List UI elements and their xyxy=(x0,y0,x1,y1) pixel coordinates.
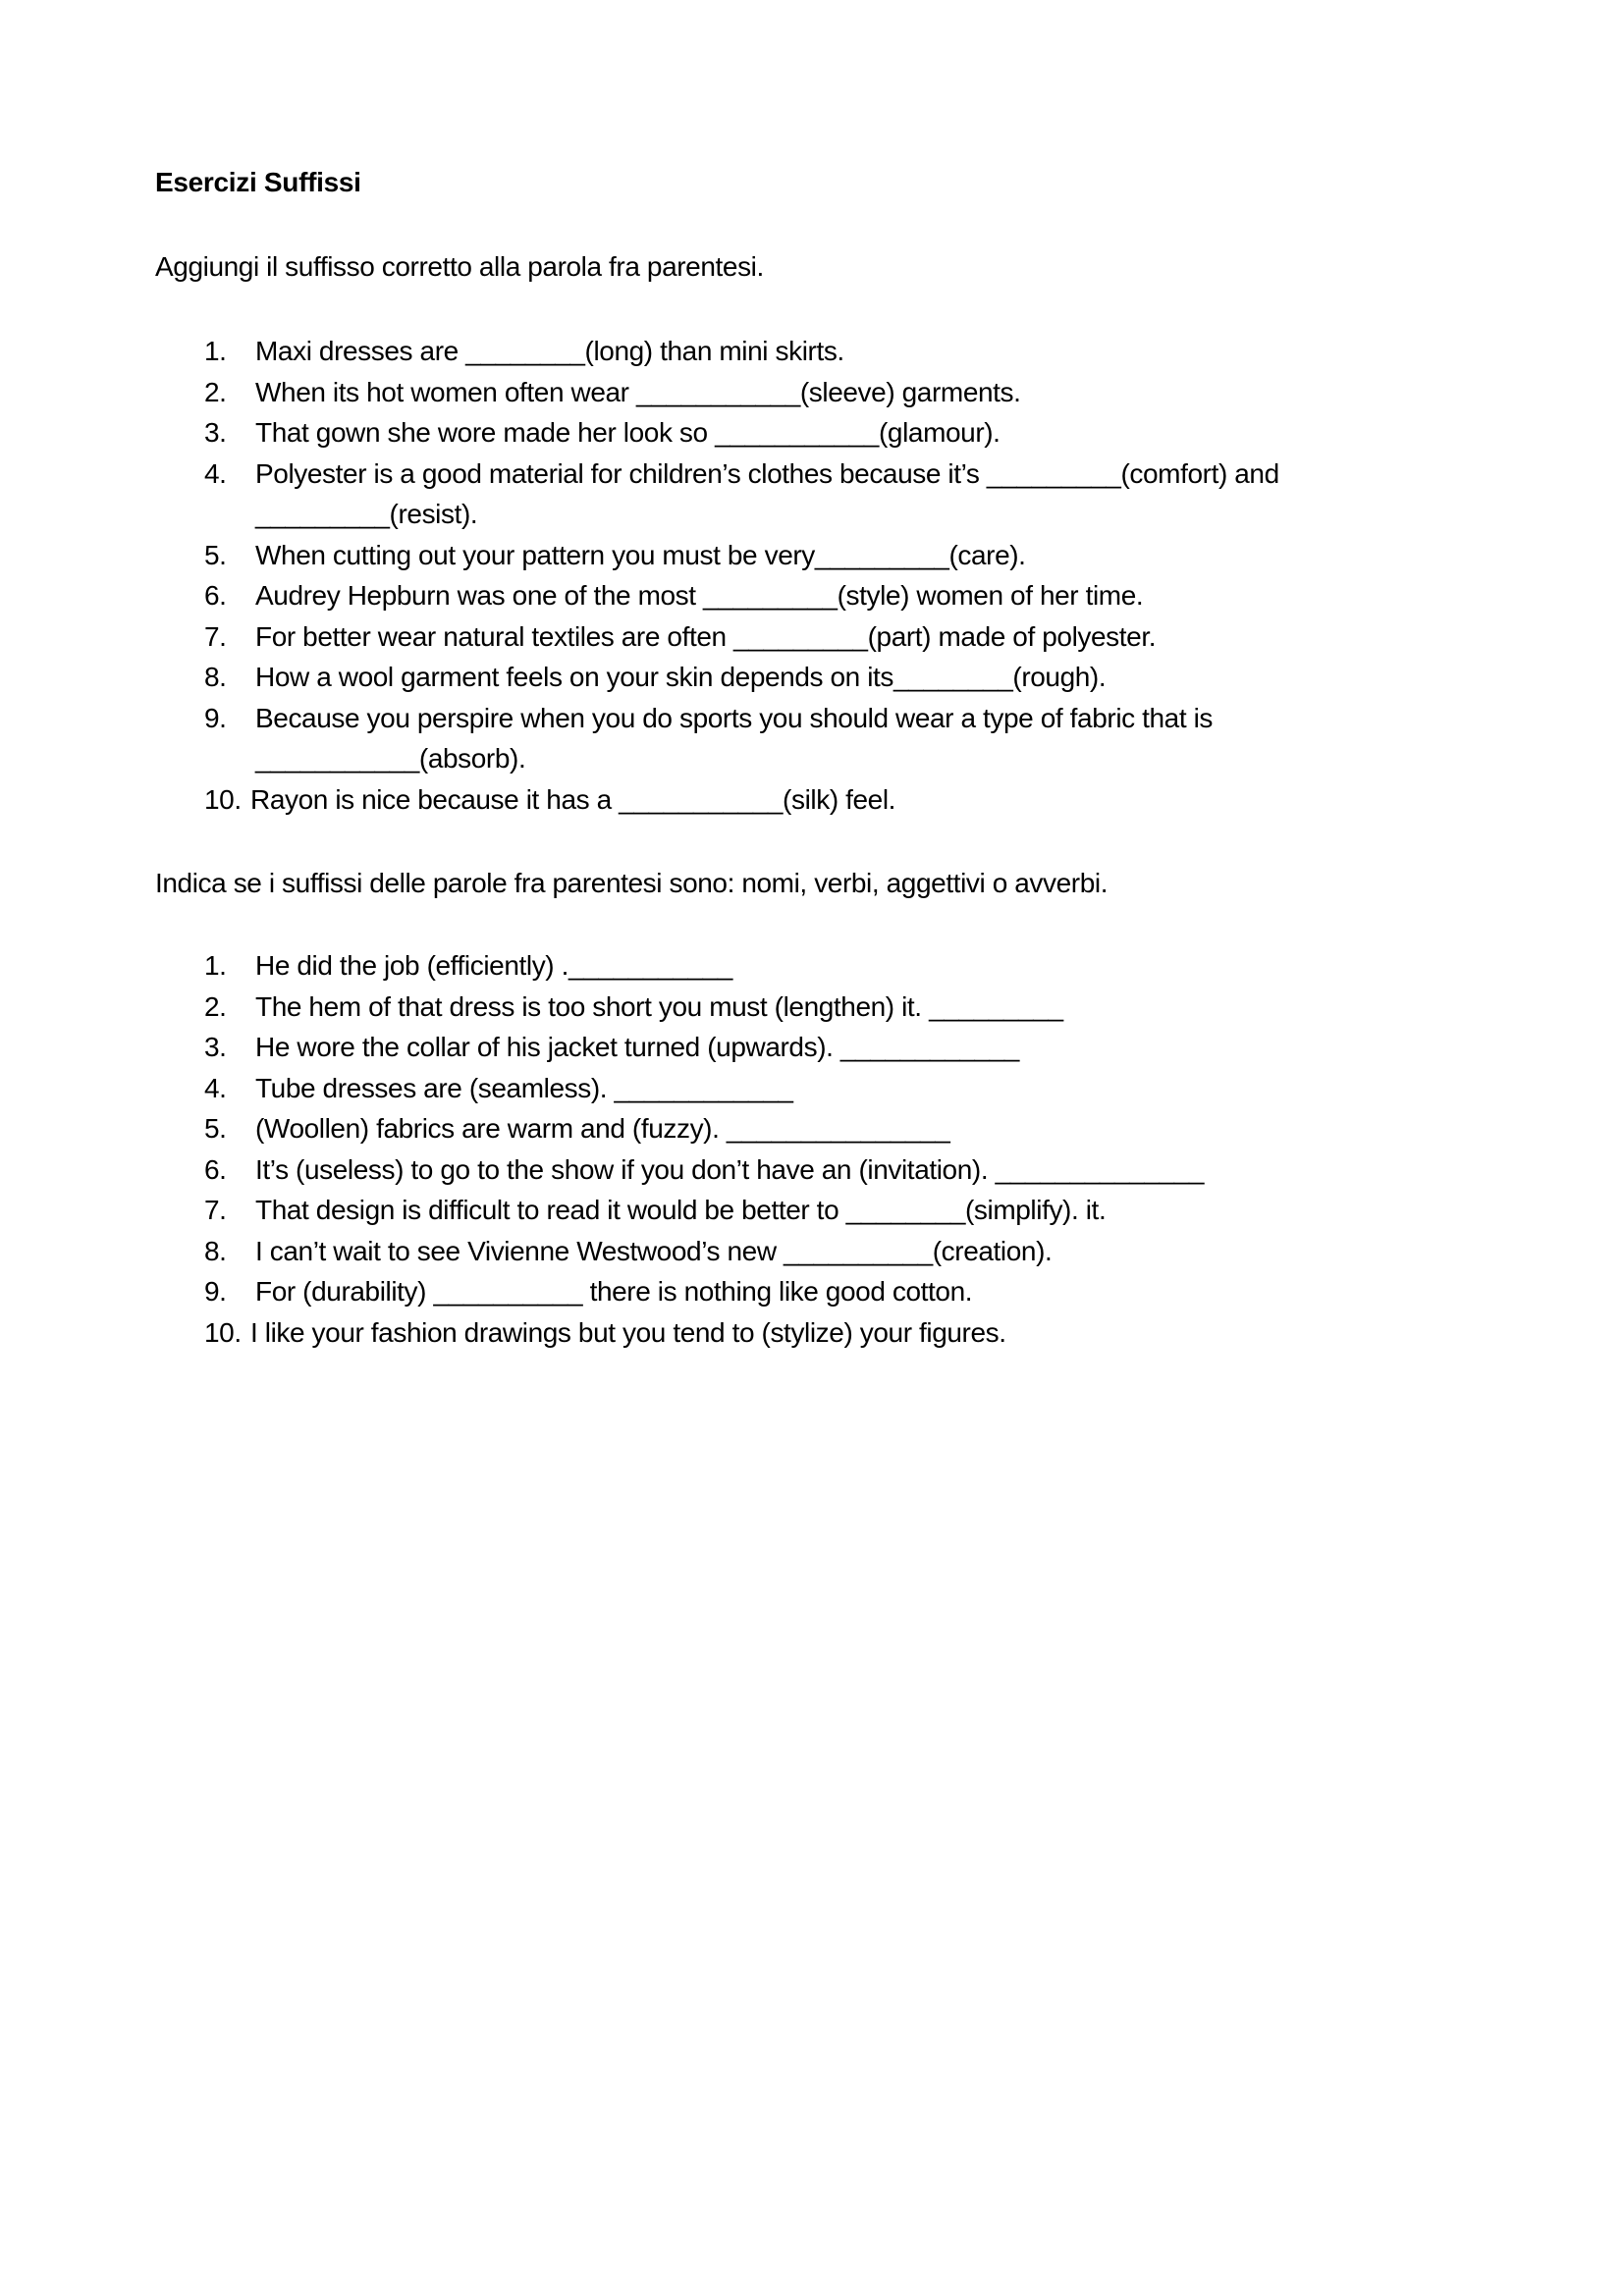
item-text: That design is difficult to read it would be better to ________(simplify). it. xyxy=(255,1195,1107,1225)
list-item xyxy=(0,1068,1623,1109)
item-number: 4. xyxy=(204,1072,227,1103)
list-item xyxy=(0,987,1623,1028)
item-number: 1. xyxy=(204,950,227,981)
item-number: 9. xyxy=(204,1276,227,1307)
list-item xyxy=(0,1149,1623,1191)
list-item xyxy=(0,1108,1623,1149)
item-text: I can’t wait to see Vivienne Westwood’s new __________(creation). xyxy=(255,1235,1053,1266)
list-item xyxy=(0,372,1623,413)
item-number: 1. xyxy=(204,336,227,366)
item-text: For better wear natural textiles are often _________(part) made of polyester. xyxy=(255,620,1157,652)
item-text: (Woollen) fabrics are warm and (fuzzy). _______________ xyxy=(255,1113,950,1144)
item-number: 5. xyxy=(204,539,227,570)
item-text: He did the job (efficiently) .___________ xyxy=(255,950,732,981)
exercise-list-2 xyxy=(0,945,1623,1353)
section2-instruction: Indica se i suffissi delle parole fra parentesi sono: nomi, verbi, aggettivi o avverbi. xyxy=(155,868,1109,898)
item-text: Because you perspire when you do sports you should wear a type of fabric that is xyxy=(255,702,1214,733)
section1-instruction: Aggiungi il suffisso corretto alla parola fra parentesi. xyxy=(155,251,764,282)
list-item xyxy=(0,575,1623,616)
item-text: That gown she wore made her look so ___________(glamour). xyxy=(255,417,1001,448)
item-number: 8. xyxy=(204,662,227,692)
list-item xyxy=(0,454,1623,535)
list-item xyxy=(0,1190,1623,1231)
item-number: 10. xyxy=(204,783,242,815)
list-item xyxy=(0,1231,1623,1272)
item-number: 7. xyxy=(204,620,227,652)
item-number: 6. xyxy=(204,1153,227,1185)
item-text: For (durability) __________ there is nothing like good cotton. xyxy=(255,1276,973,1307)
item-number: 2. xyxy=(204,990,227,1022)
list-item xyxy=(0,412,1623,454)
list-item xyxy=(0,698,1623,779)
item-text: Maxi dresses are ________(long) than mini skirts. xyxy=(255,336,844,366)
list-item xyxy=(0,535,1623,576)
item-text: Rayon is nice because it has a ___________(silk) feel. xyxy=(250,783,896,815)
item-number: 6. xyxy=(204,580,227,611)
page-title: Esercizi Suffissi xyxy=(155,167,361,197)
list-item xyxy=(0,1271,1623,1312)
item-number: 5. xyxy=(204,1113,227,1144)
exercise-list-1 xyxy=(0,331,1623,820)
item-text-continuation: ___________(absorb). xyxy=(255,743,526,774)
item-number: 8. xyxy=(204,1235,227,1266)
item-text: When cutting out your pattern you must be very_________(care). xyxy=(255,539,1026,570)
item-text: Tube dresses are (seamless). ____________ xyxy=(255,1072,793,1103)
list-item xyxy=(0,331,1623,372)
item-number: 3. xyxy=(204,417,227,448)
list-item xyxy=(0,1312,1623,1354)
item-text: When its hot women often wear ___________(sleeve) garments. xyxy=(255,376,1021,407)
item-number: 2. xyxy=(204,376,227,407)
item-number: 4. xyxy=(204,457,227,489)
list-item xyxy=(0,1027,1623,1068)
item-number: 3. xyxy=(204,1032,227,1062)
list-item xyxy=(0,945,1623,987)
item-text: He wore the collar of his jacket turned (upwards). ____________ xyxy=(255,1032,1019,1062)
list-item xyxy=(0,657,1623,698)
item-text: Audrey Hepburn was one of the most _________(style) women of her time. xyxy=(255,580,1144,611)
item-text: Polyester is a good material for children’s clothes because it’s _________(comfort) and xyxy=(255,457,1279,489)
list-item xyxy=(0,616,1623,658)
item-text: It’s (useless) to go to the show if you don’t have an (invitation). ______________ xyxy=(255,1153,1204,1185)
item-number: 9. xyxy=(204,702,227,733)
item-text-continuation: _________(resist). xyxy=(255,499,478,529)
item-text: I like your fashion drawings but you tend to (stylize) your figures. xyxy=(250,1316,1006,1348)
item-text: How a wool garment feels on your skin depends on its________(rough). xyxy=(255,662,1107,692)
list-item xyxy=(0,779,1623,821)
item-number: 10. xyxy=(204,1316,242,1348)
item-number: 7. xyxy=(204,1195,227,1225)
item-text: The hem of that dress is too short you must (lengthen) it. _________ xyxy=(255,990,1063,1022)
